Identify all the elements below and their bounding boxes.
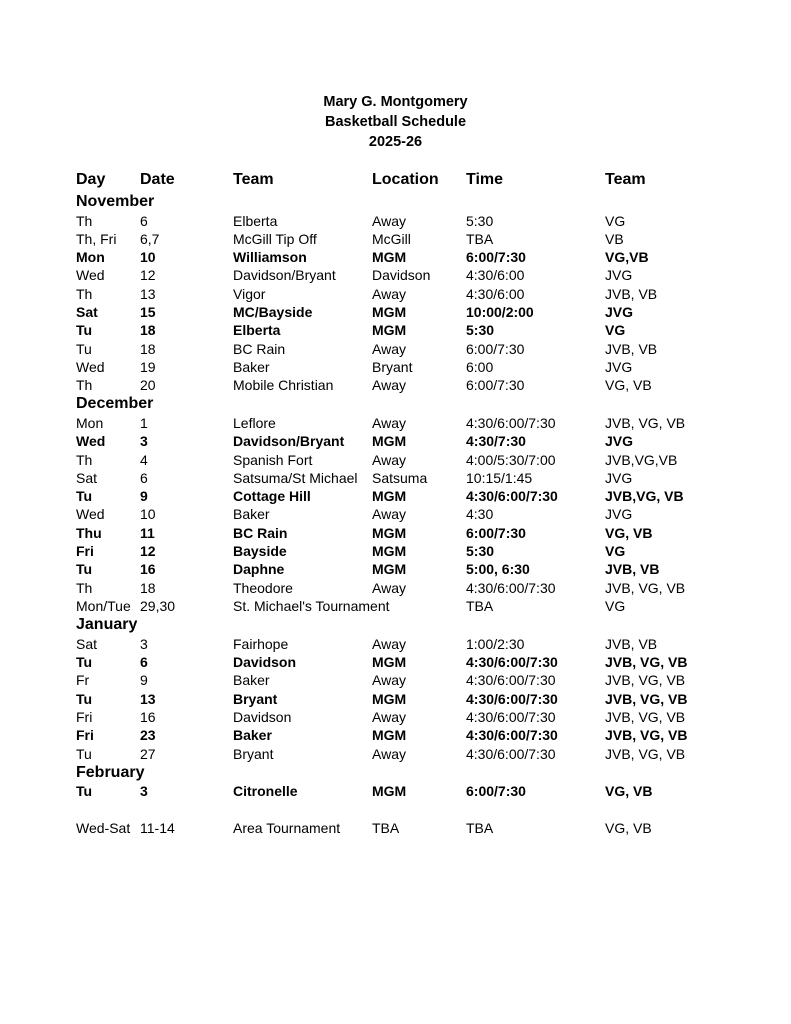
cell-team: MC/Bayside xyxy=(233,303,313,320)
cell-location: MGM xyxy=(372,543,407,560)
cell-day: Wed-Sat xyxy=(76,819,131,836)
cell-team: Vigor xyxy=(233,285,266,302)
cell-location: MGM xyxy=(372,783,407,800)
cell-date: 9 xyxy=(140,672,148,689)
cell-location: Away xyxy=(372,672,406,689)
cell-day: Tu xyxy=(76,783,93,800)
cell-date: 12 xyxy=(140,543,156,560)
cell-time: 4:30/6:00/7:30 xyxy=(466,727,558,744)
cell-time: 4:30/6:00/7:30 xyxy=(466,488,558,505)
cell-team: Baker xyxy=(233,727,272,744)
cell-level: JVG xyxy=(605,433,634,450)
cell-date: 23 xyxy=(140,727,156,744)
month-heading xyxy=(0,763,791,783)
cell-location: Davidson xyxy=(372,267,431,284)
game-row xyxy=(0,451,791,469)
cell-location: Away xyxy=(372,377,406,394)
cell-time: 5:30 xyxy=(466,212,494,229)
cell-date: 13 xyxy=(140,690,156,707)
home-game-row xyxy=(0,248,791,266)
cell-level: JVB, VG, VB xyxy=(605,654,688,671)
cell-day: Tu xyxy=(76,340,92,357)
cell-day: Fri xyxy=(76,727,94,744)
game-row xyxy=(0,285,791,303)
cell-team: Satsuma/St Michael xyxy=(233,469,358,486)
cell-location: Away xyxy=(372,340,406,357)
cell-level: VG xyxy=(605,322,626,339)
cell-day: Tu xyxy=(76,654,93,671)
month-label: November xyxy=(76,193,155,210)
cell-level: JVB, VG, VB xyxy=(605,672,686,689)
cell-day: Th xyxy=(76,377,93,394)
cell-day: Mon xyxy=(76,249,105,266)
cell-date: 3 xyxy=(140,783,148,800)
home-game-row xyxy=(0,321,791,339)
home-game-row xyxy=(0,560,791,578)
cell-team: Davidson/Bryant xyxy=(233,433,345,450)
cell-day: Th xyxy=(76,579,93,596)
cell-level: VG, VB xyxy=(605,819,652,836)
game-row xyxy=(0,230,791,248)
cell-level: JVB,VG, VB xyxy=(605,488,684,505)
month-heading xyxy=(0,615,791,635)
cell-team: Davidson/Bryant xyxy=(233,267,336,284)
cell-level: JVG xyxy=(605,267,633,284)
schedule-title: Basketball Schedule xyxy=(324,114,467,130)
cell-level: VG,VB xyxy=(605,249,649,266)
cell-team: Williamson xyxy=(233,249,307,266)
cell-team: Theodore xyxy=(233,579,293,596)
row-spacer xyxy=(0,801,791,819)
cell-time: TBA xyxy=(466,230,494,247)
cell-team: Elberta xyxy=(233,212,278,229)
cell-team: Area Tournament xyxy=(233,819,341,836)
month-label: January xyxy=(76,616,138,634)
cell-location: Away xyxy=(372,579,406,596)
cell-level: JVG xyxy=(605,358,633,375)
game-row xyxy=(0,671,791,689)
cell-level: JVB, VG, VB xyxy=(605,745,686,762)
cell-team: Elberta xyxy=(233,322,281,339)
cell-date: 1 xyxy=(140,414,148,431)
cell-date: 16 xyxy=(140,561,156,578)
cell-day: Thu xyxy=(76,524,102,541)
home-game-row xyxy=(0,726,791,744)
cell-location: McGill xyxy=(372,230,411,247)
home-game-row xyxy=(0,690,791,708)
cell-time: 4:30/6:00 xyxy=(466,267,525,284)
month-label: December xyxy=(76,395,154,413)
cell-time: 5:30 xyxy=(466,322,495,339)
cell-day: Tu xyxy=(76,745,92,762)
game-row xyxy=(0,579,791,597)
cell-day: Wed xyxy=(76,267,105,284)
cell-date: 10 xyxy=(140,249,156,266)
cell-location: Away xyxy=(372,745,406,762)
home-game-row xyxy=(0,542,791,560)
cell-time: 5:00, 6:30 xyxy=(466,561,530,578)
cell-time: 1:00/2:30 xyxy=(466,635,525,652)
cell-location: MGM xyxy=(372,433,407,450)
cell-team: Daphne xyxy=(233,561,285,578)
cell-level: VB xyxy=(605,230,624,247)
cell-level: VG xyxy=(605,597,626,614)
cell-level: JVB, VG, VB xyxy=(605,708,686,725)
cell-time: 4:30/6:00/7:30 xyxy=(466,654,558,671)
cell-time: 4:30/6:00/7:30 xyxy=(466,708,556,725)
cell-date: 20 xyxy=(140,377,156,394)
cell-level: JVB, VB xyxy=(605,635,658,652)
cell-date: 29,30 xyxy=(140,597,176,614)
cell-location: MGM xyxy=(372,249,407,266)
month-heading xyxy=(0,192,791,212)
school-name: Mary G. Montgomery xyxy=(323,94,468,110)
cell-time: 4:30/6:00/7:30 xyxy=(466,414,556,431)
cell-team: BC Rain xyxy=(233,524,288,541)
cell-team: St. Michael's Tournament xyxy=(233,597,390,614)
cell-time: 6:00 xyxy=(466,358,494,375)
home-game-row xyxy=(0,653,791,671)
cell-level: JVB, VB xyxy=(605,340,658,357)
cell-level: JVG xyxy=(605,303,634,320)
game-row xyxy=(0,635,791,653)
cell-date: 18 xyxy=(140,322,156,339)
cell-location: MGM xyxy=(372,561,407,578)
cell-day: Fri xyxy=(76,543,94,560)
cell-day: Th xyxy=(76,212,93,229)
header-level: Team xyxy=(605,171,646,188)
cell-time: 10:15/1:45 xyxy=(466,469,533,486)
cell-location: Away xyxy=(372,506,406,523)
cell-time: 4:30/6:00/7:30 xyxy=(466,690,558,707)
cell-day: Mon xyxy=(76,414,104,431)
cell-date: 6 xyxy=(140,212,148,229)
cell-day: Tu xyxy=(76,488,93,505)
cell-time: 4:00/5:30/7:00 xyxy=(466,451,556,468)
cell-level: JVB, VB xyxy=(605,561,660,578)
cell-date: 6 xyxy=(140,654,148,671)
home-game-row xyxy=(0,782,791,800)
cell-date: 15 xyxy=(140,303,156,320)
header-date: Date xyxy=(140,171,175,188)
cell-team: Cottage Hill xyxy=(233,488,311,505)
cell-team: Davidson xyxy=(233,708,292,725)
game-row xyxy=(0,505,791,523)
home-game-row xyxy=(0,432,791,450)
cell-level: VG, VB xyxy=(605,783,653,800)
cell-day: Sat xyxy=(76,469,98,486)
cell-date: 6,7 xyxy=(140,230,160,247)
table-header xyxy=(0,171,791,191)
cell-time: 6:00/7:30 xyxy=(466,340,525,357)
document-title xyxy=(0,92,791,152)
cell-time: 5:30 xyxy=(466,543,495,560)
header-time: Time xyxy=(466,171,504,188)
cell-time: 4:30/6:00/7:30 xyxy=(466,579,556,596)
cell-date: 6 xyxy=(140,469,148,486)
cell-team: Spanish Fort xyxy=(233,451,313,468)
header-location: Location xyxy=(372,171,439,188)
cell-level: JVB, VG, VB xyxy=(605,579,686,596)
cell-location: MGM xyxy=(372,303,407,320)
season-label: 2025-26 xyxy=(368,134,423,150)
cell-day: Wed xyxy=(76,433,106,450)
cell-location: Away xyxy=(372,285,406,302)
cell-level: VG xyxy=(605,543,626,560)
cell-location: MGM xyxy=(372,727,407,744)
cell-level: VG, VB xyxy=(605,377,652,394)
game-row xyxy=(0,819,791,837)
cell-date: 12 xyxy=(140,267,156,284)
cell-location: Away xyxy=(372,708,406,725)
cell-location: MGM xyxy=(372,524,407,541)
header-day: Day xyxy=(76,171,106,188)
game-row xyxy=(0,266,791,284)
cell-level: VG xyxy=(605,212,626,229)
cell-date: 4 xyxy=(140,451,148,468)
game-row xyxy=(0,358,791,376)
cell-level: JVB, VG, VB xyxy=(605,690,688,707)
game-row xyxy=(0,414,791,432)
cell-team: Citronelle xyxy=(233,783,298,800)
cell-location: MGM xyxy=(372,322,407,339)
cell-location: Satsuma xyxy=(372,469,428,486)
game-row xyxy=(0,376,791,394)
cell-day: Mon/Tue xyxy=(76,597,131,614)
cell-location: MGM xyxy=(372,654,407,671)
game-row xyxy=(0,469,791,487)
cell-level: JVG xyxy=(605,469,633,486)
cell-day: Wed xyxy=(76,358,105,375)
cell-day: Fri xyxy=(76,708,93,725)
game-row xyxy=(0,597,791,615)
cell-team: Fairhope xyxy=(233,635,289,652)
cell-date: 18 xyxy=(140,340,156,357)
cell-date: 13 xyxy=(140,285,156,302)
cell-day: Th, Fri xyxy=(76,230,117,247)
cell-level: VG, VB xyxy=(605,524,653,541)
cell-team: Leflore xyxy=(233,414,276,431)
cell-level: JVG xyxy=(605,506,633,523)
cell-time: 6:00/7:30 xyxy=(466,377,525,394)
cell-team: Mobile Christian xyxy=(233,377,334,394)
cell-location: Away xyxy=(372,212,406,229)
cell-team: Baker xyxy=(233,506,270,523)
cell-time: 4:30/6:00/7:30 xyxy=(466,745,556,762)
cell-day: Th xyxy=(76,451,93,468)
cell-team: Bryant xyxy=(233,690,278,707)
cell-time: 4:30 xyxy=(466,506,494,523)
month-heading xyxy=(0,394,791,414)
schedule-table xyxy=(0,192,791,837)
cell-location: Away xyxy=(372,414,406,431)
cell-location: Away xyxy=(372,451,406,468)
game-row xyxy=(0,745,791,763)
cell-date: 10 xyxy=(140,506,156,523)
cell-location: MGM xyxy=(372,690,407,707)
home-game-row xyxy=(0,487,791,505)
cell-location: Bryant xyxy=(372,358,413,375)
cell-time: 4:30/7:30 xyxy=(466,433,526,450)
home-game-row xyxy=(0,524,791,542)
cell-date: 27 xyxy=(140,745,156,762)
cell-time: 10:00/2:00 xyxy=(466,303,534,320)
cell-time: 6:00/7:30 xyxy=(466,249,526,266)
cell-location: Away xyxy=(372,635,406,652)
cell-location: MGM xyxy=(372,488,407,505)
cell-day: Fr xyxy=(76,672,90,689)
game-row xyxy=(0,340,791,358)
game-row xyxy=(0,212,791,230)
cell-day: Tu xyxy=(76,322,93,339)
cell-time: TBA xyxy=(466,819,494,836)
cell-day: Tu xyxy=(76,690,93,707)
cell-team: Davidson xyxy=(233,654,297,671)
cell-day: Tu xyxy=(76,561,93,578)
cell-time: 6:00/7:30 xyxy=(466,783,526,800)
cell-team: McGill Tip Off xyxy=(233,230,317,247)
cell-level: JVB, VG, VB xyxy=(605,414,686,431)
home-game-row xyxy=(0,303,791,321)
game-row xyxy=(0,708,791,726)
cell-date: 18 xyxy=(140,579,156,596)
cell-time: 4:30/6:00/7:30 xyxy=(466,672,556,689)
cell-date: 9 xyxy=(140,488,148,505)
cell-time: 6:00/7:30 xyxy=(466,524,526,541)
header-team: Team xyxy=(233,171,274,188)
cell-day: Sat xyxy=(76,303,98,320)
cell-date: 3 xyxy=(140,635,148,652)
cell-team: Bryant xyxy=(233,745,274,762)
cell-time: TBA xyxy=(466,597,494,614)
cell-team: Bayside xyxy=(233,543,287,560)
cell-team: Baker xyxy=(233,672,270,689)
cell-date: 11 xyxy=(140,524,155,541)
cell-team: BC Rain xyxy=(233,340,286,357)
cell-date: 3 xyxy=(140,433,148,450)
cell-day: Wed xyxy=(76,506,105,523)
cell-date: 11-14 xyxy=(140,819,175,836)
cell-level: JVB,VG,VB xyxy=(605,451,678,468)
cell-date: 19 xyxy=(140,358,156,375)
cell-day: Sat xyxy=(76,635,98,652)
cell-day: Th xyxy=(76,285,93,302)
cell-level: JVB, VG, VB xyxy=(605,727,688,744)
month-label: February xyxy=(76,763,145,781)
cell-date: 16 xyxy=(140,708,156,725)
cell-level: JVB, VB xyxy=(605,285,658,302)
cell-location: TBA xyxy=(372,819,400,836)
cell-time: 4:30/6:00 xyxy=(466,285,525,302)
cell-team: Baker xyxy=(233,358,270,375)
